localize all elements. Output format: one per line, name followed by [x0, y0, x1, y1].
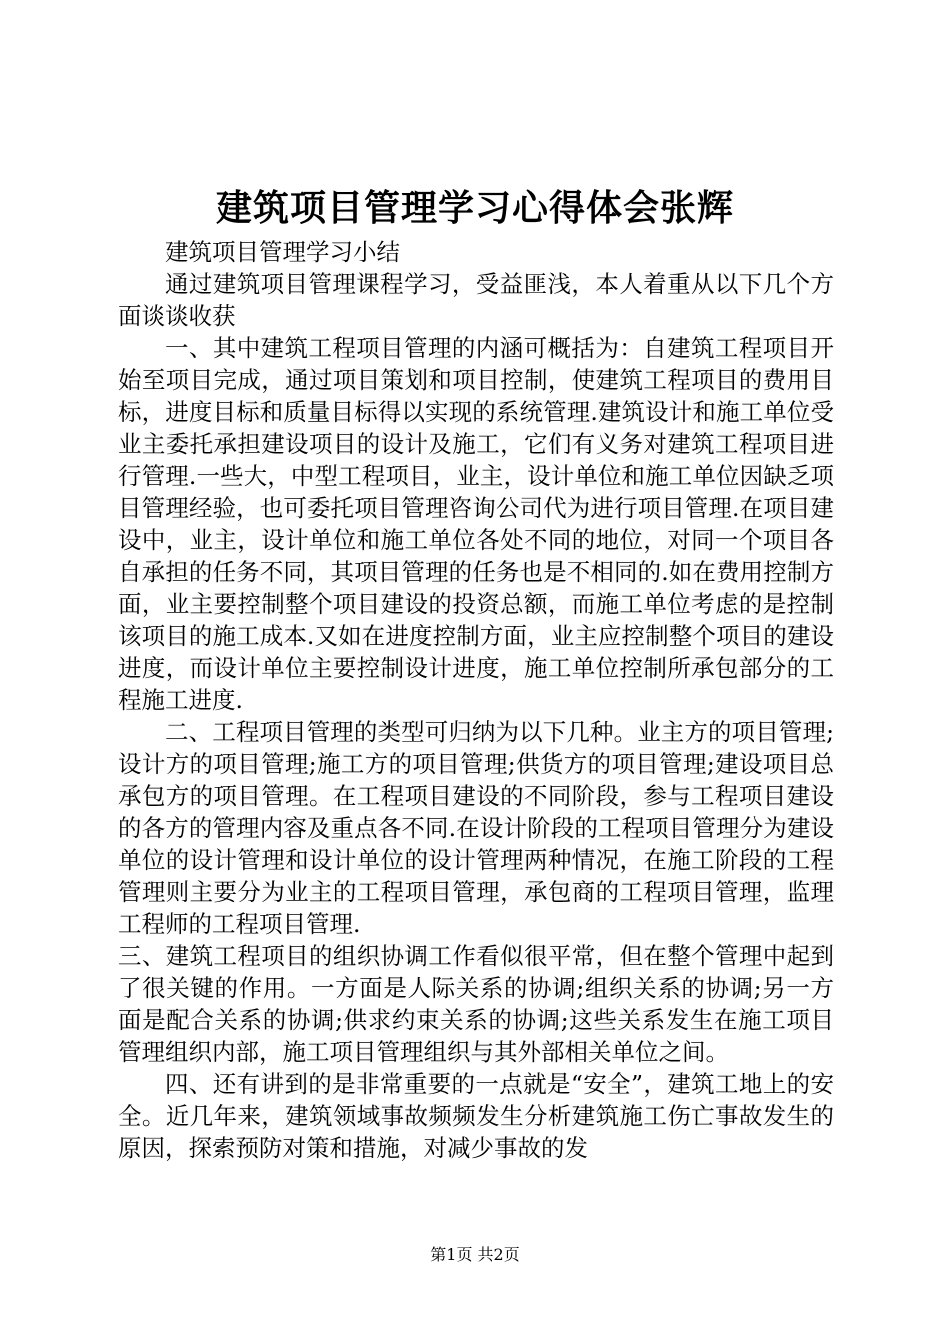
paragraph-subtitle: 建筑项目管理学习小结 — [165, 238, 400, 266]
page-footer: 第1页 共2页 — [430, 1245, 520, 1264]
document-title: 建筑项目管理学习心得体会张辉 — [215, 187, 734, 229]
paragraph-section-1: 一、其中建筑工程项目管理的内涵可概括为：自建筑工程项目开始至项目完成，通过项目策划和项目控制，使建筑工程项目的费用目标，进度目标和质量目标得以实现的系统管理.建筑设计和施工单位受业主委托承担建设项目的设计及施工，它们有义务对建筑工程项目进行管理.一些大，中型工程项目，业主，设计单位和施工单位因缺乏项目管理经验，也可委托项目管理咨询公司代为进行项目管理.在项目建设中，业主，设计单位和施工单位各处不同的地位，对同一个项目各自承担的任务不同，其项目管理的任务也是不相同的.如在费用控制方面，业主要控制整个项目建设的投资总额，而施工单位考虑的是控制该项目的施工成本.又如在进度控制方面，业主应控制整个项目的建设进度，而设计单位主要控制设计进度，施工单位控制所承包部分的工程施工进度. — [118, 334, 834, 714]
paragraph-section-2: 二、工程项目管理的类型可归纳为以下几种。业主方的项目管理;设计方的项目管理;施工方的项目管理;供货方的项目管理;建设项目总承包方的项目管理。在工程项目建设的不同阶段，参与工程项目建设的各方的管理内容及重点各不同.在设计阶段的工程项目管理分为建设单位的设计管理和设计单位的设计管理两种情况，在施工阶段的工程管理则主要分为业主的工程项目管理，承包商的工程项目管理，监理工程师的工程项目管理. — [118, 718, 834, 938]
paragraph-section-4: 四、还有讲到的是非常重要的一点就是“安全”，建筑工地上的安全。近几年来，建筑领域事故频频发生分析建筑施工伤亡事故发生的原因，探索预防对策和措施，对减少事故的发 — [118, 1070, 834, 1162]
document-body — [118, 236, 834, 1164]
paragraph-section-3: 三、建筑工程项目的组织协调工作看似很平常，但在整个管理中起到了很关键的作用。一方面是人际关系的协调;组织关系的协调;另一方面是配合关系的协调;供求约束关系的协调;这些关系发生在施工项目管理组织内部，施工项目管理组织与其外部相关单位之间。 — [118, 942, 834, 1066]
paragraph-intro: 通过建筑项目管理课程学习，受益匪浅，本人着重从以下几个方面谈谈收获 — [118, 270, 834, 330]
